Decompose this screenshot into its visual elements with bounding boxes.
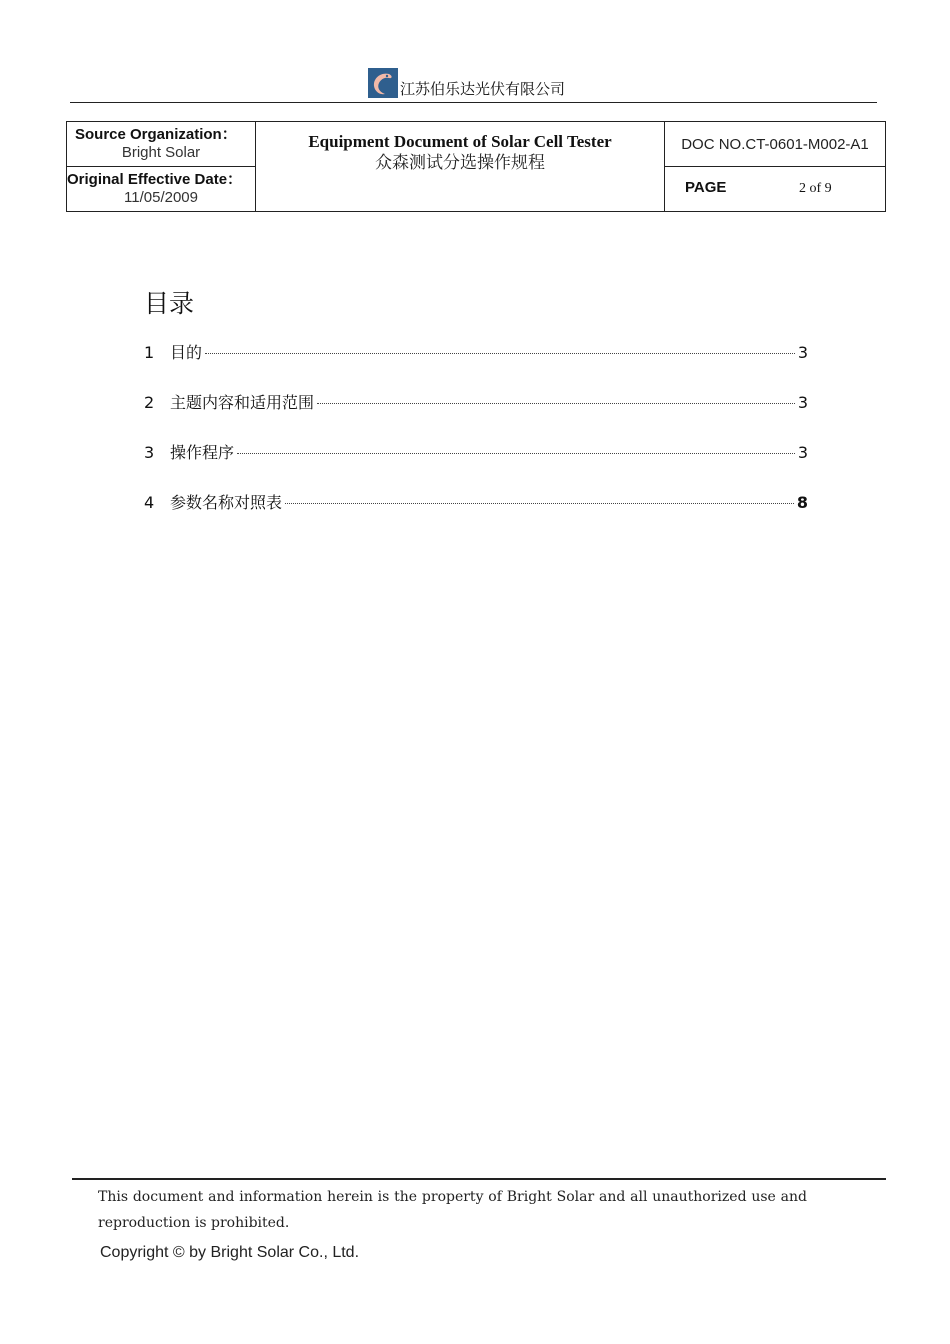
footer-notice: This document and information herein is the property of Bright Solar and all unauthorized use and reproduction is prohibited.	[98, 1189, 807, 1231]
toc-title: 目录	[144, 289, 195, 318]
toc-item-procedure[interactable]	[144, 440, 808, 490]
toc-item-page: 8	[796, 493, 808, 512]
effective-date-value: 11/05/2009	[124, 189, 198, 206]
toc-item-page: 3	[797, 443, 808, 462]
company-brand	[368, 68, 565, 98]
source-org-label: Source Organization：	[75, 126, 237, 143]
document-title-cell	[256, 122, 665, 212]
toc-item-scope[interactable]	[144, 390, 808, 440]
document-info-table	[66, 121, 886, 212]
toc-item-page: 3	[797, 343, 808, 362]
source-org-value: Bright Solar	[121, 144, 201, 161]
effective-date-label: Original Effective Date：	[67, 171, 243, 188]
toc-item-text: 操作程序	[170, 443, 235, 462]
toc-item-number: 2	[144, 393, 155, 412]
document-title-en: Equipment Document of Solar Cell Tester	[308, 131, 612, 151]
toc-item-text: 目的	[170, 343, 203, 362]
footer-divider	[72, 1178, 886, 1180]
toc-item-page: 3	[797, 393, 808, 412]
page-label: PAGE	[685, 179, 727, 196]
page-number: 2 of 9	[799, 181, 832, 196]
copyright-text: Copyright © by Bright Solar Co., Ltd.	[100, 1244, 360, 1261]
page-cell	[665, 167, 886, 212]
toc-item-text: 参数名称对照表	[170, 493, 283, 512]
toc-item-purpose[interactable]	[144, 340, 808, 390]
bird-logo-icon	[368, 68, 398, 98]
page-header	[70, 66, 877, 103]
toc-item-parameters[interactable]	[144, 490, 808, 540]
toc-item-number: 4	[144, 493, 155, 512]
toc-leader-dots	[285, 503, 794, 504]
toc-leader-dots	[237, 453, 795, 454]
source-org-cell	[67, 122, 256, 167]
toc-leader-dots	[317, 403, 795, 404]
toc-item-number: 3	[144, 443, 155, 462]
toc-item-text: 主题内容和适用范围	[170, 393, 315, 412]
table-of-contents	[144, 340, 808, 540]
toc-item-number: 1	[144, 343, 155, 362]
toc-leader-dots	[205, 353, 795, 354]
doc-number: DOC NO.CT-0601-M002-A1	[665, 122, 886, 167]
effective-date-cell	[67, 167, 256, 212]
document-title-cn: 众森测试分选操作规程	[375, 152, 545, 173]
company-name: 江苏伯乐达光伏有限公司	[400, 80, 566, 98]
